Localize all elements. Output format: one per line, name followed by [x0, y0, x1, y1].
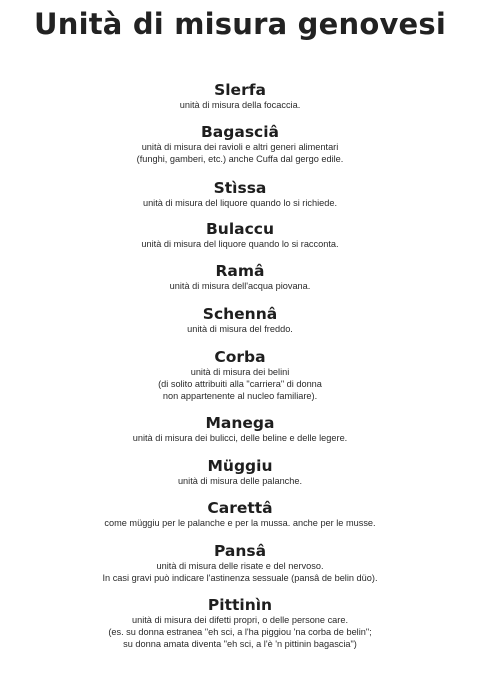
entry-definition-line: unità di misura del freddo. — [187, 324, 293, 334]
entry-pansa — [0, 543, 480, 584]
entry-bagascia — [0, 124, 480, 165]
entry-definition-line: (funghi, gamberi, etc.) anche Cuffa dal gergo edile. — [136, 154, 344, 164]
entry-corba — [0, 349, 480, 402]
entry-term: Müggiu — [207, 457, 273, 475]
entry-term: Carettâ — [207, 499, 273, 517]
entry-definition-line: unità di misura del liquore quando lo si richiede. — [142, 198, 338, 208]
entry-term: Schennâ — [202, 305, 278, 323]
entry-term: Bagasciâ — [200, 123, 279, 141]
entry-definition-line: unità di misura dei difetti propri, o delle persone care. — [131, 615, 349, 625]
entry-rama — [0, 263, 480, 292]
entry-pittinin — [0, 597, 480, 650]
entry-definition-line: su donna amata diventa "eh sci, a l'è 'n pittinin bagascia") — [123, 639, 357, 649]
entry-slerfa — [0, 82, 480, 111]
entry-term: Pittinìn — [207, 596, 273, 614]
entry-caretta — [0, 500, 480, 529]
entry-definition-line: (di solito attribuiti alla "carriera" di donna — [158, 379, 322, 389]
entry-term: Ramâ — [215, 262, 265, 280]
entry-term: Corba — [214, 348, 266, 366]
entry-term: Stìssa — [213, 179, 267, 197]
entry-definition-line: unità di misura dell'acqua piovana. — [169, 281, 311, 291]
entry-schenna — [0, 306, 480, 335]
entry-definition-line: In casi gravi può indicare l'astinenza sessuale (pansâ de belin düo). — [102, 573, 378, 583]
entry-bulaccu — [0, 221, 480, 250]
entry-definition-line: unità di misura delle risate e del nervoso. — [156, 561, 324, 571]
entry-definition-line: unità di misura dei belini — [190, 367, 290, 377]
page-title: Unità di misura genovesi — [33, 7, 447, 41]
entry-definition-line: unità di misura della focaccia. — [179, 100, 301, 110]
entry-manega — [0, 415, 480, 444]
entry-term: Pansâ — [213, 542, 267, 560]
entry-muggiu — [0, 458, 480, 487]
entry-stissa — [0, 180, 480, 209]
entry-definition-line: unità di misura dei bulicci, delle beline e delle legere. — [132, 433, 348, 443]
entry-term: Bulaccu — [205, 220, 275, 238]
entry-definition-line: come müggiu per le palanche e per la mussa. anche per le musse. — [104, 518, 376, 528]
entry-definition-line: (es. su donna estranea "eh sci, a l'ha piggiou 'na corba de belin"; — [108, 627, 372, 637]
entry-term: Slerfa — [214, 81, 266, 99]
entry-definition-line: unità di misura del liquore quando lo si racconta. — [141, 239, 339, 249]
entry-definition-line: unità di misura dei ravioli e altri generi alimentari — [141, 142, 339, 152]
entry-definition-line: unità di misura delle palanche. — [177, 476, 303, 486]
entry-term: Manega — [205, 414, 275, 432]
entry-definition-line: non appartenente al nucleo familiare). — [162, 391, 318, 401]
